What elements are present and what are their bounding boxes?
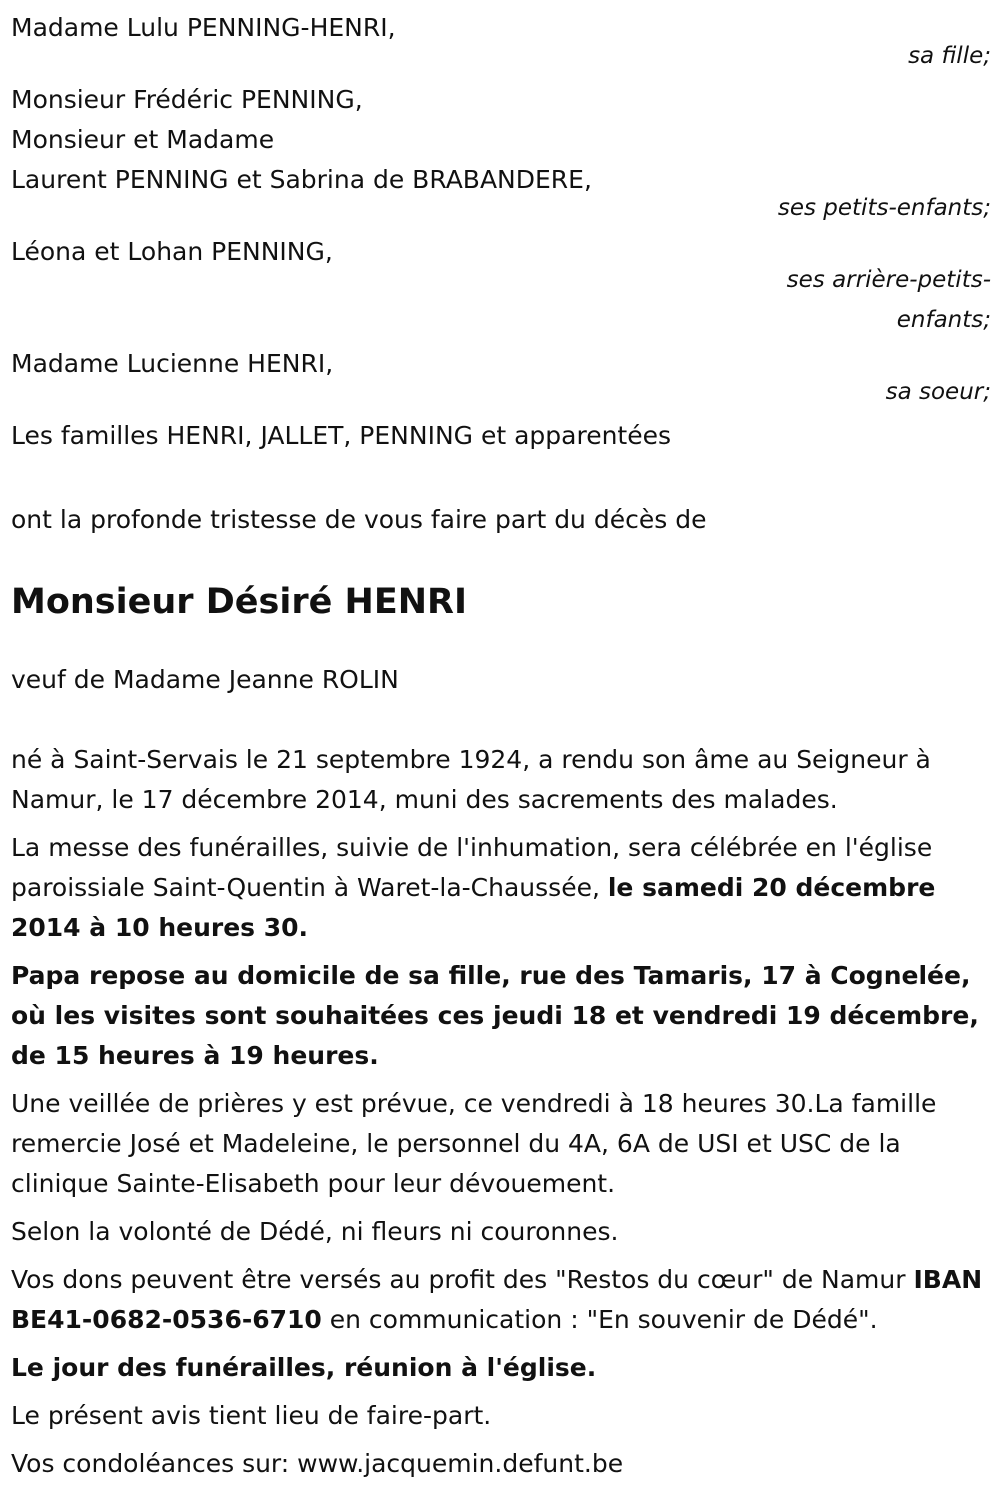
mass-paragraph bbox=[11, 828, 991, 948]
family-names: Madame Lucienne HENRI, bbox=[11, 349, 334, 378]
donations-intro: Vos dons peuvent être versés au profit des "Restos du cœur" de Namur bbox=[11, 1265, 914, 1294]
family-names: Monsieur Frédéric PENNING, bbox=[11, 85, 363, 114]
family-names: Léona et Lohan PENNING, bbox=[11, 237, 333, 266]
family-names: Monsieur et Madame bbox=[11, 125, 275, 154]
notice-paragraph: Le présent avis tient lieu de faire-part. bbox=[11, 1401, 492, 1430]
visits-paragraph: Papa repose au domicile de sa fille, rue des Tamaris, 17 à Cognelée, où les visites sont souhaitées ces jeudi 18 et vendredi 19 décembre, de 15 heures à 19 heures. bbox=[11, 961, 979, 1070]
donations-outro: en communication : "En souvenir de Dédé". bbox=[321, 1305, 878, 1334]
meeting-paragraph: Le jour des funérailles, réunion à l'église. bbox=[11, 1353, 597, 1382]
birth-paragraph: né à Saint-Servais le 21 septembre 1924, a rendu son âme au Seigneur à Namur, le 17 décembre 2014, muni des sacrements des malades. bbox=[11, 745, 931, 814]
family-names: Madame Lulu PENNING-HENRI, bbox=[11, 13, 396, 42]
family-group-great-grandchildren bbox=[11, 232, 991, 340]
announcement: ont la profonde tristesse de vous faire part du décès de bbox=[11, 505, 707, 534]
family-group-daughter bbox=[11, 8, 991, 76]
family-role: sa soeur; bbox=[885, 379, 991, 405]
mass-date: le samedi 20 décembre 2014 à 10 heures 30. bbox=[11, 873, 936, 942]
family-group-sister bbox=[11, 344, 991, 412]
flowers-paragraph: Selon la volonté de Dédé, ni fleurs ni couronnes. bbox=[11, 1217, 619, 1246]
deceased-name: Monsieur Désiré HENRI bbox=[11, 582, 467, 622]
mass-intro: La messe des funérailles, suivie de l'inhumation, sera célébrée en l'église paroissiale Saint-Quentin à Waret-la-Chaussée, bbox=[11, 833, 933, 902]
family-role: sa fille; bbox=[908, 43, 991, 69]
family-names: Les familles HENRI, JALLET, PENNING et apparentées bbox=[11, 421, 672, 450]
iban: IBAN BE41-0682-0536-6710 bbox=[11, 1265, 983, 1334]
family-role: ses petits-enfants; bbox=[777, 195, 991, 221]
widower-of: veuf de Madame Jeanne ROLIN bbox=[11, 665, 399, 694]
family-names: Laurent PENNING et Sabrina de BRABANDERE, bbox=[11, 165, 592, 194]
family-group-families bbox=[11, 416, 991, 456]
family-group-grandchildren bbox=[11, 80, 991, 228]
condolences-paragraph: Vos condoléances sur: www.jacquemin.defunt.be bbox=[11, 1449, 624, 1478]
family-role: ses arrière-petits- bbox=[786, 267, 991, 293]
donations-paragraph bbox=[11, 1260, 991, 1340]
vigil-paragraph: Une veillée de prières y est prévue, ce vendredi à 18 heures 30.La famille remercie José et Madeleine, le personnel du 4A, 6A de USI et USC de la clinique Sainte-Elisabeth pour leur dévouement. bbox=[11, 1089, 937, 1198]
family-role: enfants; bbox=[896, 307, 991, 333]
obituary-notice bbox=[11, 8, 991, 1492]
